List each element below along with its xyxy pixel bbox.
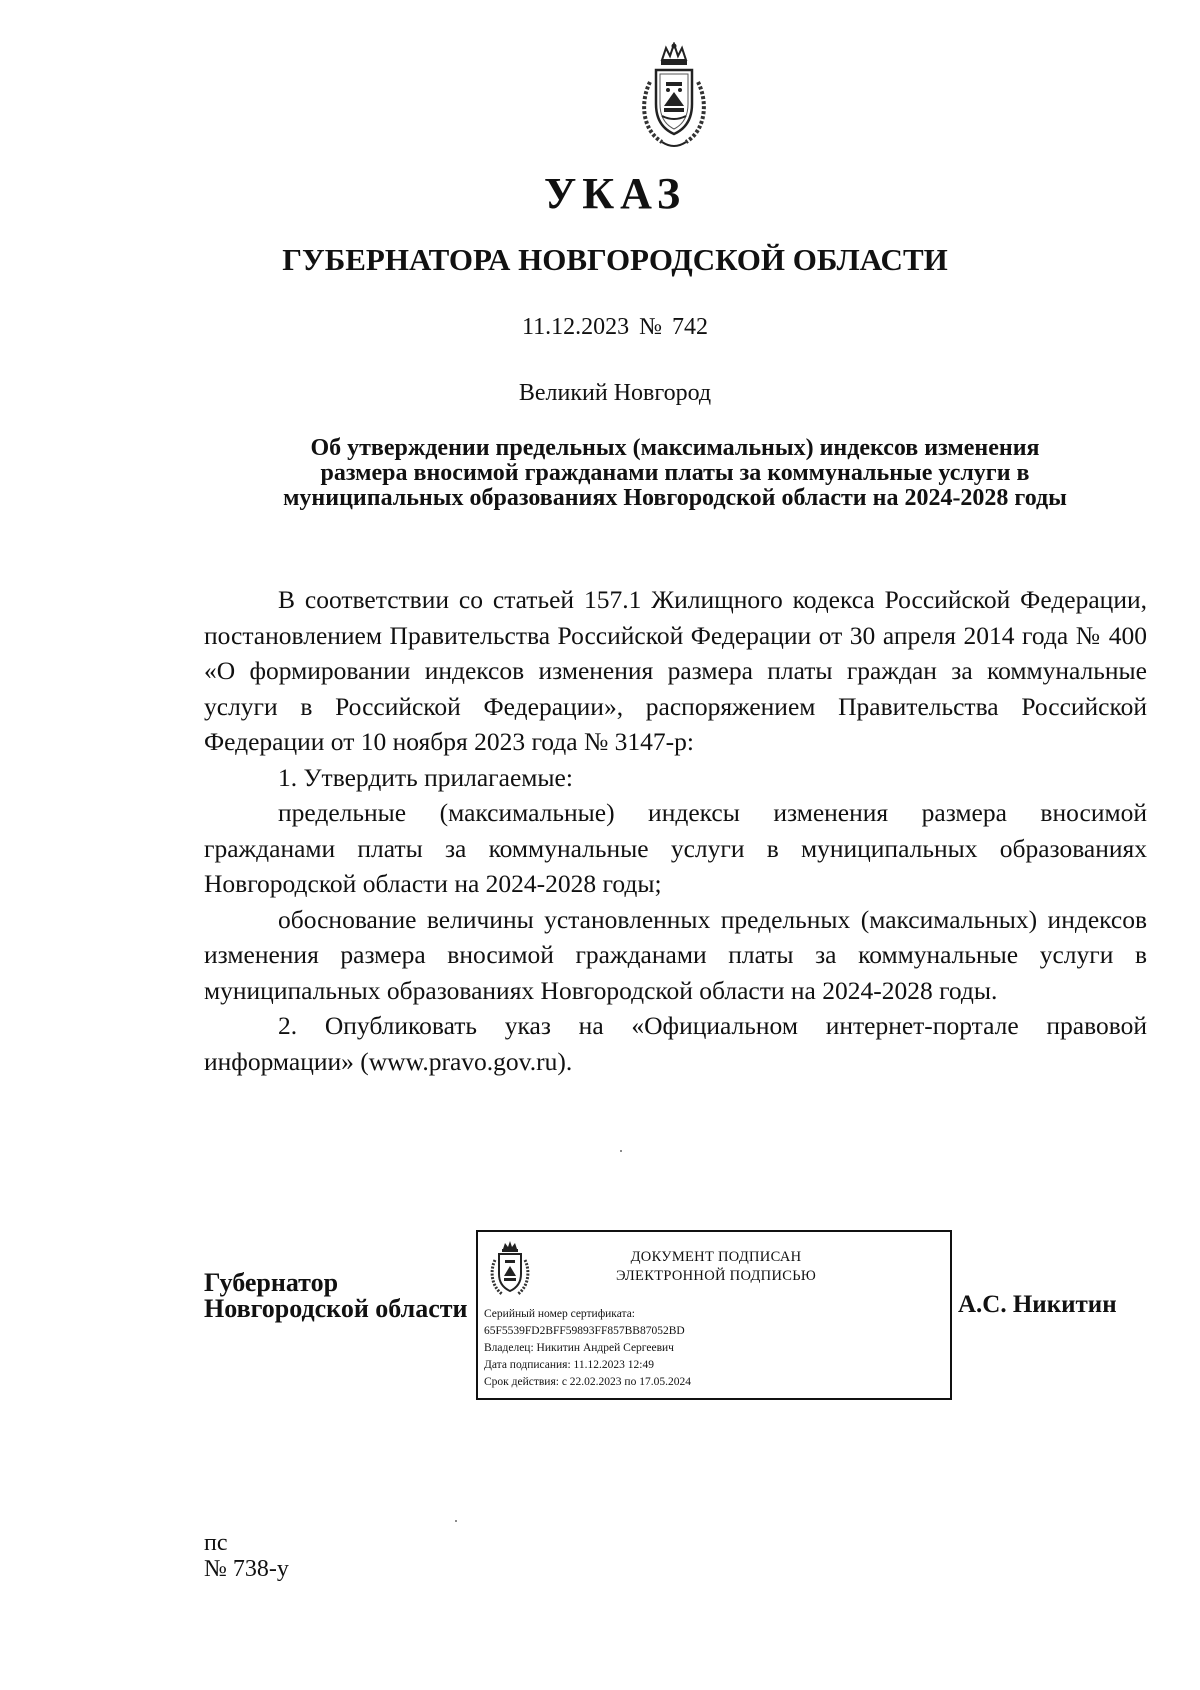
body-paragraph: В соответствии со статьей 157.1 Жилищного кодекса Российской Федерации, постановлением Правительства Российской Федерации от 30 апреля 2014 года № 400 «О формировании индексов изменения размера платы граждан за коммунальные услуги в Российской Федерации», распоряжением Правительства Российской Федерации от 10 ноября 2023 года № 3147-р: xyxy=(204,585,1147,756)
heading-line: Об утверждении предельных (максимальных) индексов изменения xyxy=(310,435,1040,461)
stamp-header-line: ЭЛЕКТРОННОЙ ПОДПИСЬЮ xyxy=(615,1268,817,1284)
coat-of-arms-icon xyxy=(486,1240,534,1298)
document-number: 742 xyxy=(672,314,708,340)
scan-speck xyxy=(455,1520,457,1522)
cert-number: 65F5539FD2BFF59893FF857BB87052BD xyxy=(484,1325,685,1337)
stamp-header xyxy=(566,1248,866,1286)
heading-line: муниципальных образованиях Новгородской области на 2024-2028 годы xyxy=(283,485,1067,511)
document-heading xyxy=(200,436,1150,511)
body-paragraph: обоснование величины установленных предельных (максимальных) индексов изменения размера вносимой гражданами платы за коммунальные услуги в муниципальных образованиях Новгородской области на 2024-2028 годы. xyxy=(204,904,1147,1005)
signer-position-line: Губернатор xyxy=(204,1268,339,1297)
stamp-details xyxy=(484,1306,691,1391)
body-paragraph: предельные (максимальные) индексы изменения размера вносимой гражданами платы за коммунальные услуги в муниципальных образованиях Новгородской области на 2024-2028 годы; xyxy=(204,798,1147,898)
stamp-header-line: ДОКУМЕНТ ПОДПИСАН xyxy=(630,1249,802,1265)
footer-line: пс xyxy=(204,1530,228,1556)
number-sign: № xyxy=(639,314,662,340)
date-number-line xyxy=(0,312,1200,342)
cert-label: Серийный номер сертификата: xyxy=(484,1308,635,1320)
signer-position xyxy=(204,1270,468,1322)
coat-of-arms-icon xyxy=(632,42,716,152)
document-issuer: ГУБЕРНАТОРА НОВГОРОДСКОЙ ОБЛАСТИ xyxy=(282,242,948,277)
cert-owner: Владелец: Никитин Андрей Сергеевич xyxy=(484,1342,674,1354)
signer-name: А.С. Никитин xyxy=(958,1291,1117,1318)
document-body xyxy=(204,582,1147,1079)
footer-line: № 738-у xyxy=(204,1556,289,1582)
signer-position-line: Новгородской области xyxy=(204,1294,468,1323)
cert-validity: Срок действия: с 22.02.2023 по 17.05.2024 xyxy=(484,1376,691,1388)
footer-note xyxy=(204,1530,289,1582)
document-date: 11.12.2023 xyxy=(521,314,630,340)
document-city: Великий Новгород xyxy=(518,380,712,406)
heading-line: размера вносимой гражданами платы за коммунальные услуги в xyxy=(320,460,1030,486)
body-paragraph: 2. Опубликовать указ на «Официальном интернет-портале правовой информации» (www.pravo.gov.ru). xyxy=(204,1011,1147,1076)
scan-speck xyxy=(620,1150,622,1152)
document-title: УКАЗ xyxy=(543,169,687,218)
body-paragraph: 1. Утвердить прилагаемые: xyxy=(278,762,573,792)
electronic-signature-stamp xyxy=(476,1230,952,1400)
signed-date: Дата подписания: 11.12.2023 12:49 xyxy=(484,1359,654,1371)
